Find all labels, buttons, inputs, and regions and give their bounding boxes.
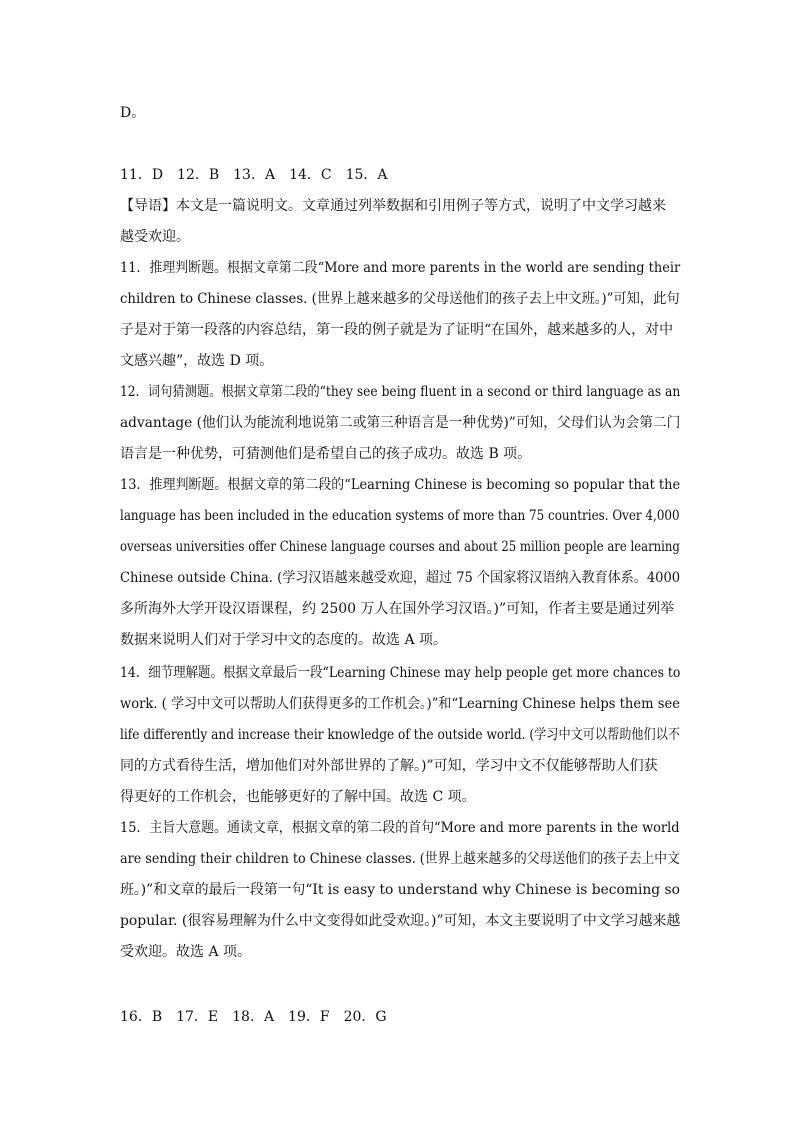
q11-line-3: 子是对于第一段落的内容总结，第一段的例子就是为了证明“在国外，越来越多的人，对中 — [120, 322, 674, 338]
q14-line-1: 14．细节理解题。根据文章最后一段“Learning Chinese may help people get more chances to — [120, 665, 681, 681]
q13-line-3: overseas universities offer Chinese language courses and about 25 million people are learning — [120, 539, 680, 555]
q11-line-2: children to Chinese classes. (世界上越来越多的父母送他们的孩子去上中文班。)”可知，此句 — [120, 291, 680, 307]
text-line-prev-answer: D。 — [120, 105, 146, 121]
q15-line-4: popular. (很容易理解为什么中文变得如此受欢迎。)”可知，本文主要说明了中文学习越来越 — [120, 913, 681, 929]
q12-line-1: 12．词句猜测题。根据文章第二段的“they see being fluent in a second or third language as an — [120, 384, 681, 400]
q14-line-3: life differently and increase their knowledge of the outside world. (学习中文可以帮助他们以不 — [120, 727, 681, 743]
q13-line-4: Chinese outside China. (学习汉语越来越受欢迎，超过 75 个国家将汉语纳入教育体系。4000 — [120, 570, 681, 586]
q15-line-1: 15．主旨大意题。通读文章，根据文章的第二段的首句“More and more parents in the world — [120, 820, 680, 836]
q13-line-2: language has been included in the education systems of more than 75 countries. Over 4,000 — [120, 508, 680, 524]
q15-line-2: are sending their children to Chinese classes. (世界上越来越多的父母送他们的孩子去上中文 — [120, 851, 680, 867]
intro-line-1: 【导语】本文是一篇说明文。文章通过列举数据和引用例子等方式，说明了中文学习越来 — [120, 198, 666, 214]
q15-line-5: 受欢迎。故选 A 项。 — [120, 944, 252, 960]
q11-line-4: 文感兴趣”，故选 D 项。 — [120, 353, 274, 369]
answer-key-16-20: 16．B 17．E 18．A 19．F 20．G — [120, 1009, 387, 1025]
q14-line-5: 得更好的工作机会，也能够更好的了解中国。故选 C 项。 — [120, 789, 476, 805]
q13-line-5: 多所海外大学开设汉语课程，约 2500 万人在国外学习汉语。)”可知，作者主要是通过列举 — [120, 601, 675, 617]
q15-line-3: 班。)”和文章的最后一段第一句“It is easy to understand why Chinese is becoming so — [120, 882, 680, 898]
q13-line-1: 13．推理判断题。根据文章的第二段的“Learning Chinese is becoming so popular that the — [120, 477, 681, 493]
q14-line-4: 同的方式看待生活，增加他们对外部世界的了解。)”可知，学习中文不仅能够帮助人们获 — [120, 758, 658, 774]
q13-line-6: 数据来说明人们对于学习中文的态度的。故选 A 项。 — [120, 632, 448, 648]
q11-line-1: 11．推理判断题。根据文章第二段“More and more parents in the world are sending their — [120, 260, 681, 276]
q12-line-3: 语言是一种优势，可猜测他们是希望自己的孩子成功。故选 B 项。 — [120, 446, 532, 462]
q12-line-2: advantage (他们认为能流利地说第二或第三种语言是一种优势)”可知，父母们认为会第二门 — [120, 415, 681, 431]
intro-line-2: 越受欢迎。 — [120, 229, 190, 245]
answer-key-11-15: 11．D 12．B 13．A 14．C 15．A — [120, 167, 388, 183]
q14-line-2: work. ( 学习中文可以帮助人们获得更多的工作机会。)”和“Learning Chinese helps them see — [120, 696, 680, 712]
